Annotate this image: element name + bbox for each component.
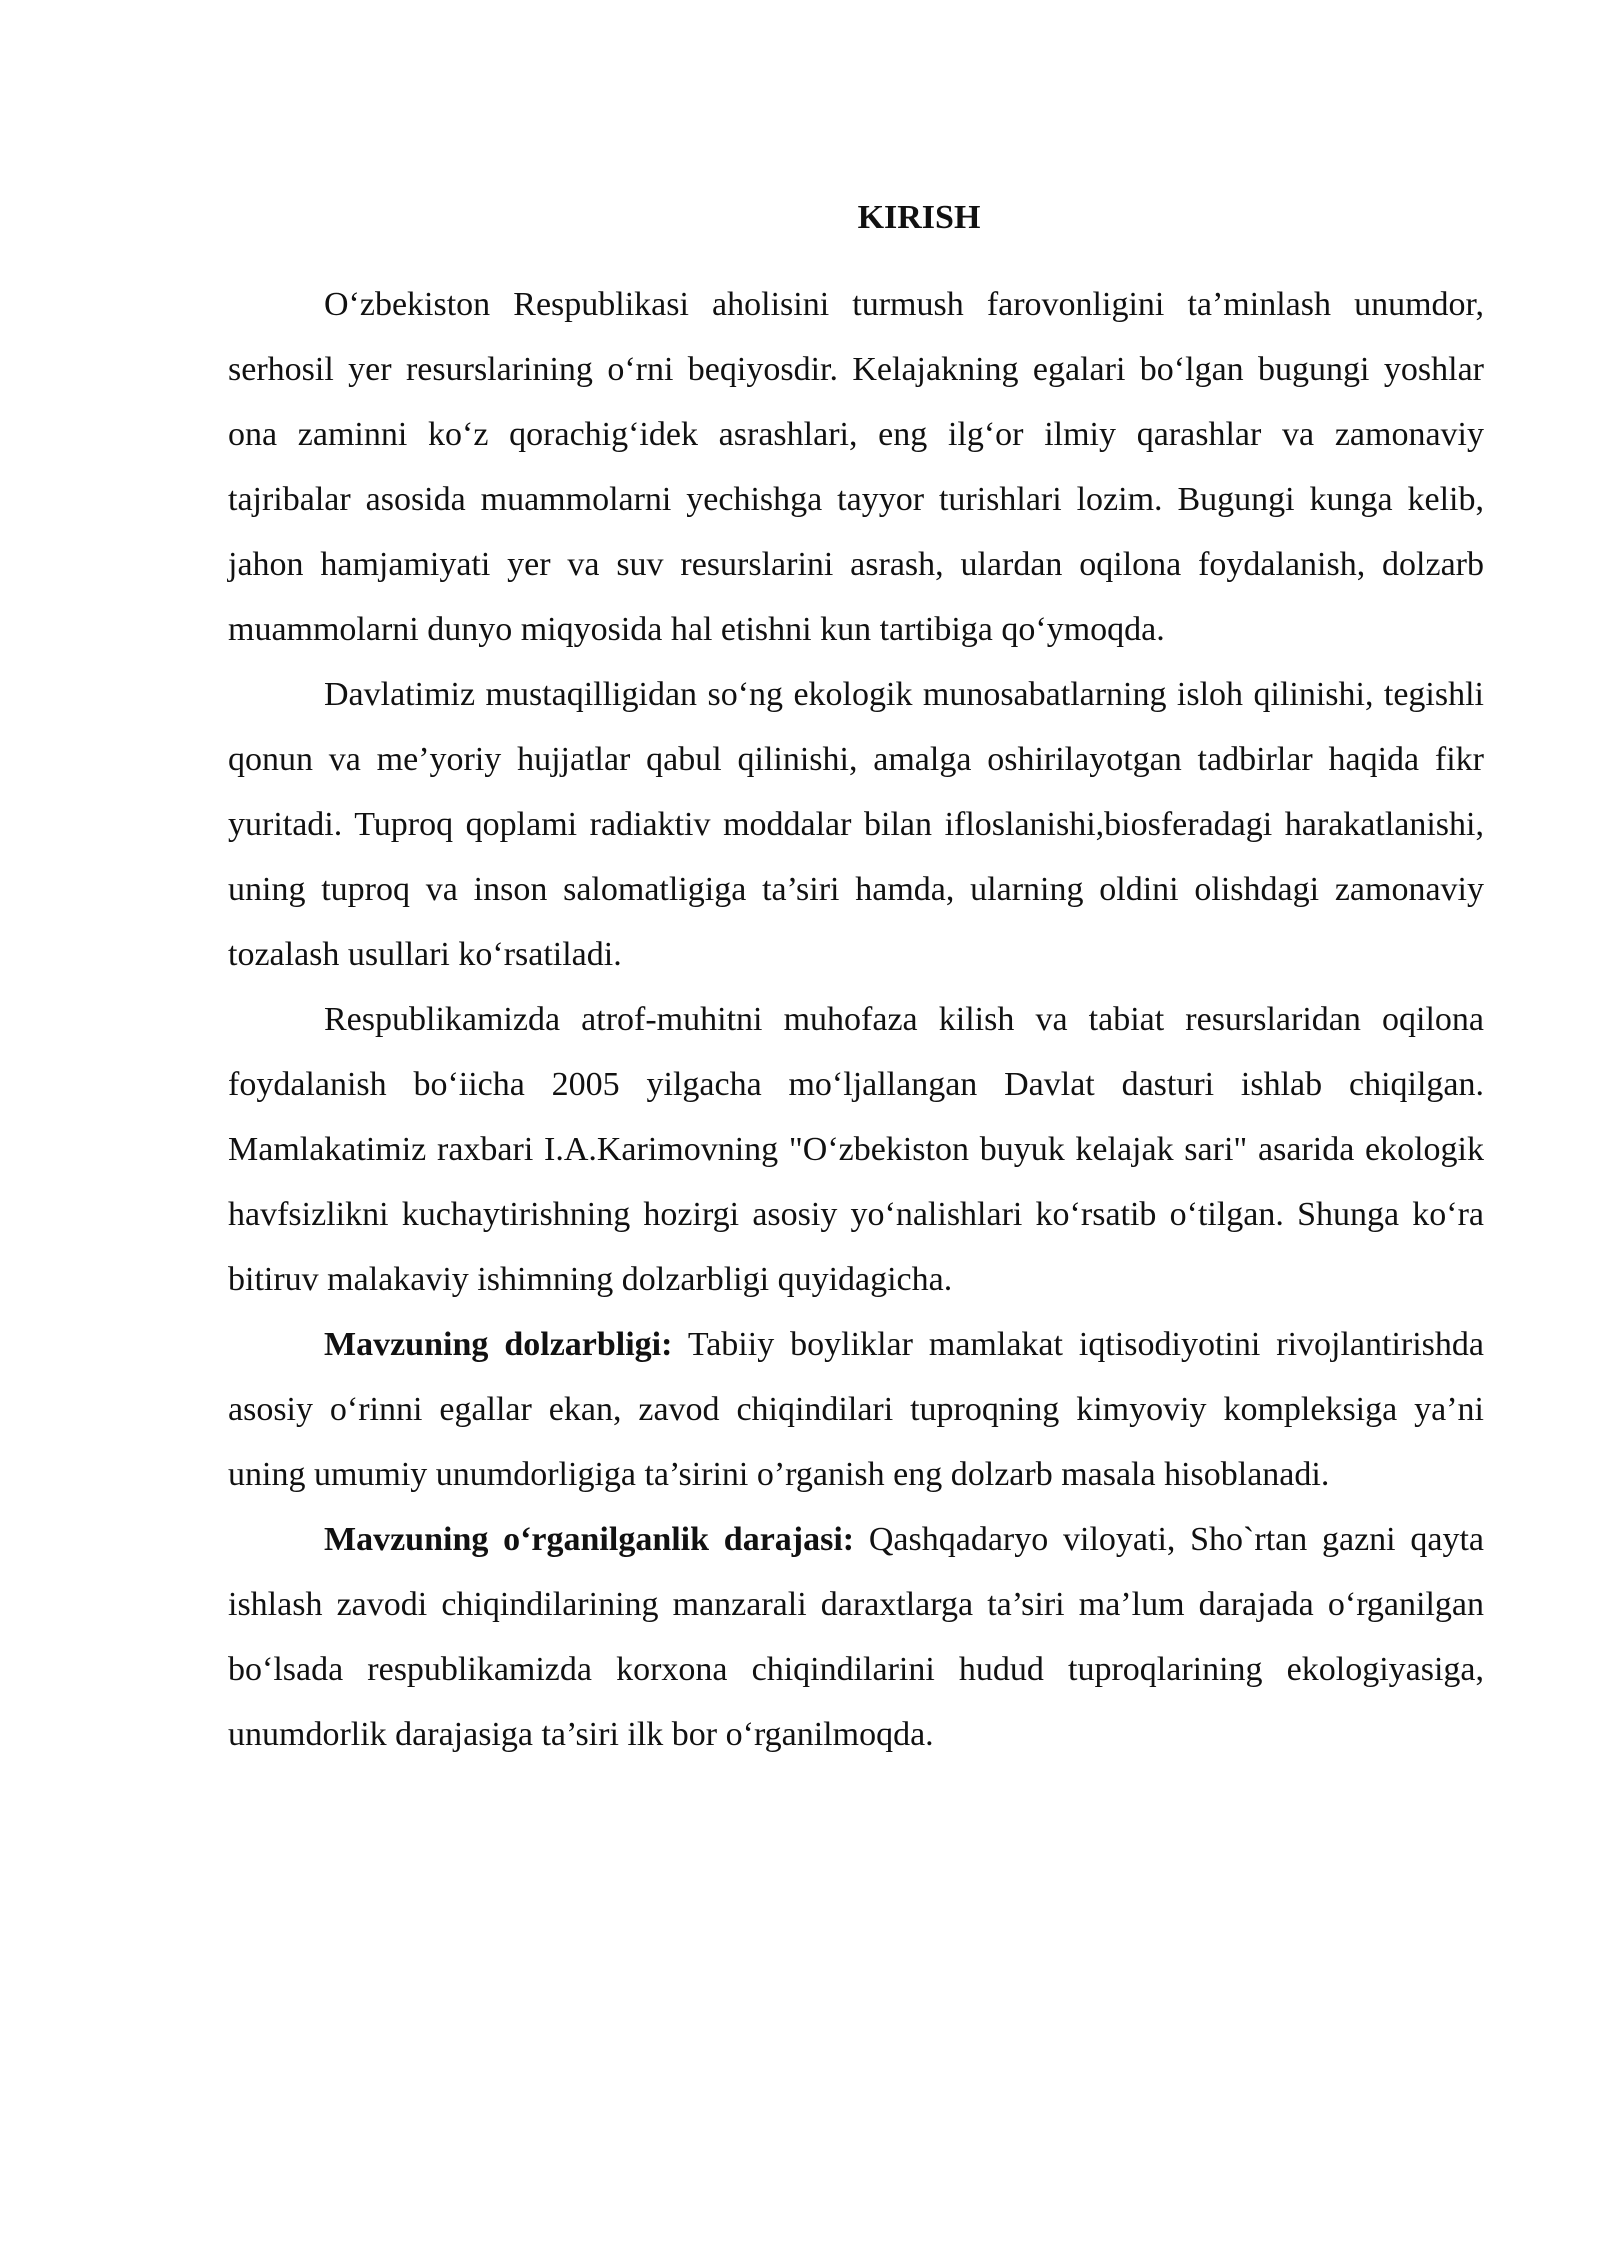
paragraph-relevance [228,1312,1484,1507]
paragraph-lead-heading: Mavzuning dolzarbligi: [324,1326,673,1363]
paragraph-text: Qashqadaryo viloyati, Sho`rtan gazni qayta ishlash zavodi chiqindilarining manzarali daraxtlarga ta’siri ma’lum darajada o‘rganilgan bo‘lsada respublikamizda korxona chiqindilarini hudud tuproqlarining ekologiyasiga, unumdorlik darajasiga ta’siri ilk bor o‘rganilmoqda. [228,1521,1484,1753]
paragraph-intro [228,272,1484,662]
page-title: KIRISH [857,199,981,236]
paragraph-text: Respublikamizda atrof-muhitni muhofaza kilish va tabiat resurslaridan oqilona foydalanish bo‘iicha 2005 yilgacha mo‘ljallangan Davlat dasturi ishlab chiqilgan. Mamlakatimiz raxbari I.A.Karimovning "O‘zbekiston buyuk kelajak sari" asarida ekologik havfsizlikni kuchaytirishning hozirgi asosiy yo‘nalishlari ko‘rsatib o‘tilgan. Shunga ko‘ra bitiruv malakaviy ishimning dolzarbligi quyidagicha. [228,1001,1484,1298]
paragraph-ecology-reforms [228,662,1484,987]
paragraph-text: O‘zbekiston Respublikasi aholisini turmush farovonligini ta’minlash unumdor, serhosil yer resurslarining o‘rni beqiyosdir. Kelajakning egalari bo‘lgan bugungi yoshlar ona zaminni ko‘z qorachig‘idek asrashlari, eng ilg‘or ilmiy qarashlar va zamonaviy tajribalar asosida muammolarni yechishga tayyor turishlari lozim. Bugungi kunga kelib, jahon hamjamiyati yer va suv resurslarini asrash, ulardan oqilona foydalanish, dolzarb muammolarni dunyo miqyosida hal etishni kun tartibiga qo‘ymoqda. [228,286,1484,648]
document-body [228,190,1484,1767]
paragraph-text: Davlatimiz mustaqilligidan so‘ng ekologik munosabatlarning isloh qilinishi, tegishli qonun va me’yoriy hujjatlar qabul qilinishi, amalga oshirilayotgan tadbirlar haqida fikr yuritadi. Tuproq qoplami radiaktiv moddalar bilan ifloslanishi,biosferadagi harakatlanishi, uning tuproq va inson salomatligiga ta’siri hamda, ularning oldini olishdagi zamonaviy tozalash usullari ko‘rsatiladi. [228,676,1484,973]
paragraph-state-program [228,987,1484,1312]
paragraph-text: Tabiiy boyliklar mamlakat iqtisodiyotini rivojlantirishda asosiy o‘rinni egallar ekan, zavod chiqindilari tuproqning kimyoviy kompleksiga ya’ni uning umumiy unumdorligiga ta’sirini o’rganish eng dolzarb masala hisoblanadi. [228,1326,1484,1493]
paragraph-lead-heading: Mavzuning o‘rganilganlik darajasi: [324,1521,855,1558]
paragraph-study-level [228,1507,1484,1767]
